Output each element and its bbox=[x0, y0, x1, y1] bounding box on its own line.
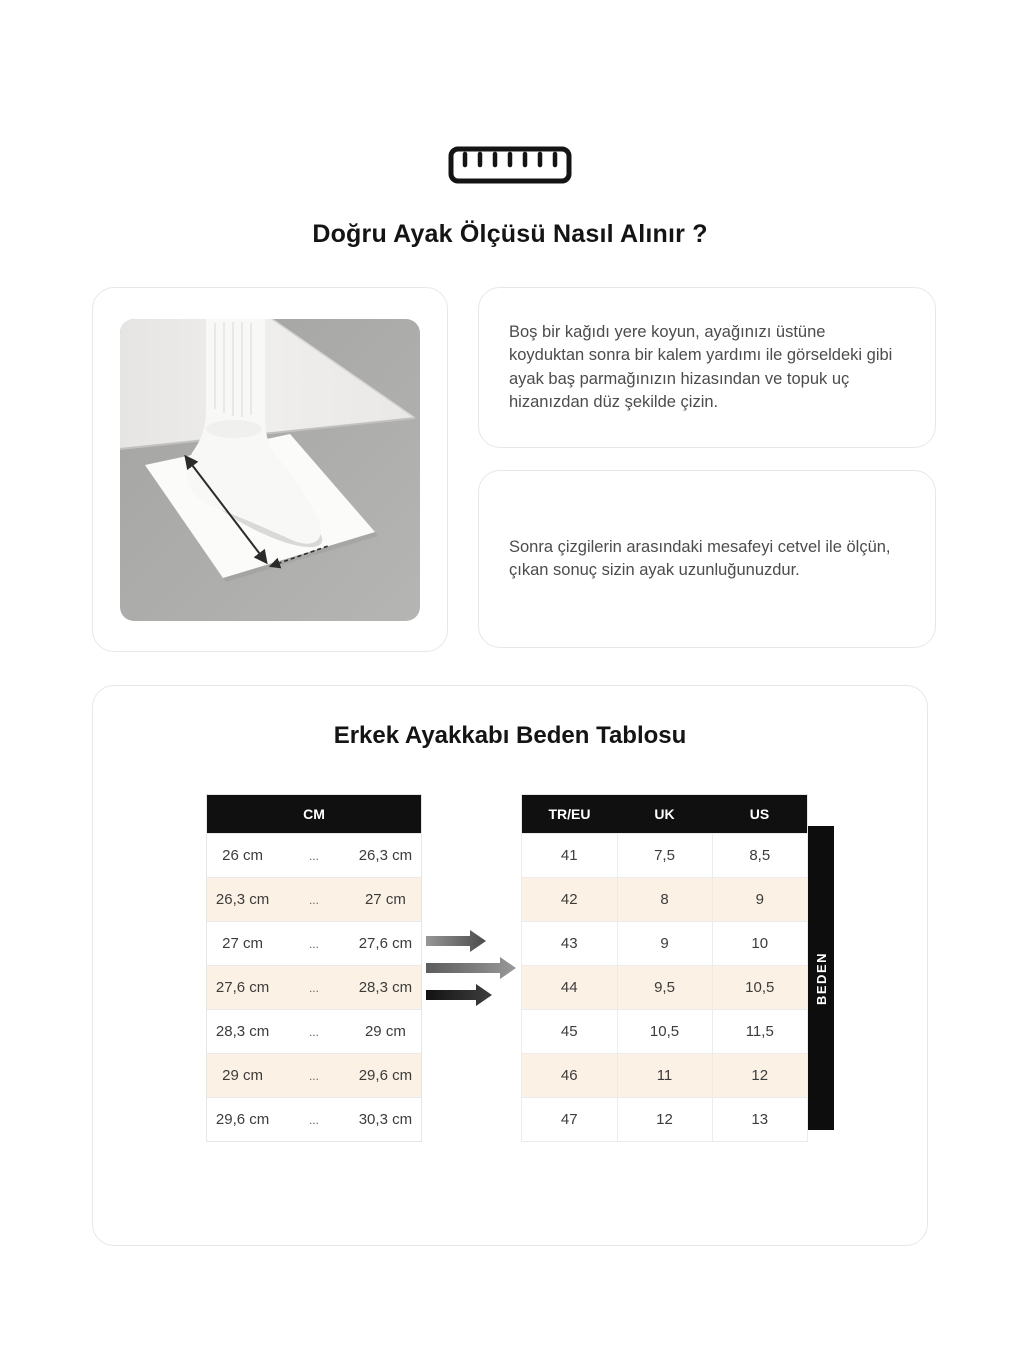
cm-from-cell: 26 cm bbox=[207, 834, 279, 878]
tr-eu-cell: 42 bbox=[522, 878, 618, 922]
cm-to-cell: 27 cm bbox=[350, 878, 422, 922]
uk-cell: 9 bbox=[617, 922, 712, 966]
instruction-card-1 bbox=[478, 287, 936, 448]
international-size-group bbox=[521, 794, 834, 1142]
tr-eu-cell: 44 bbox=[522, 966, 618, 1010]
us-cell: 10,5 bbox=[712, 966, 808, 1010]
table-row bbox=[522, 966, 808, 1010]
ruler-icon bbox=[448, 146, 572, 184]
cm-from-cell: 27 cm bbox=[207, 922, 279, 966]
foot-measure-photo-card bbox=[92, 287, 448, 652]
ruler-icon-wrap bbox=[0, 146, 1020, 184]
uk-cell: 10,5 bbox=[617, 1010, 712, 1054]
uk-cell: 9,5 bbox=[617, 966, 712, 1010]
instruction-card-2 bbox=[478, 470, 936, 648]
table-row bbox=[207, 834, 422, 878]
table-row bbox=[207, 922, 422, 966]
cm-from-cell: 29 cm bbox=[207, 1054, 279, 1098]
cm-to-cell: 27,6 cm bbox=[350, 922, 422, 966]
cm-to-cell: 28,3 cm bbox=[350, 966, 422, 1010]
uk-cell: 8 bbox=[617, 878, 712, 922]
us-cell: 11,5 bbox=[712, 1010, 808, 1054]
cm-from-cell: 28,3 cm bbox=[207, 1010, 279, 1054]
table-row bbox=[522, 922, 808, 966]
international-size-table bbox=[521, 794, 808, 1142]
cm-from-cell: 26,3 cm bbox=[207, 878, 279, 922]
instructions-section bbox=[92, 287, 936, 652]
tr-eu-cell: 45 bbox=[522, 1010, 618, 1054]
beden-label-text: BEDEN bbox=[813, 951, 829, 1005]
instruction-step-2-text: Sonra çizgilerin arasındaki mesafeyi cetvel ile ölçün, çıkan sonuç sizin ayak uzunluğunuzdur. bbox=[509, 537, 891, 579]
table-row bbox=[522, 878, 808, 922]
tr-eu-cell: 46 bbox=[522, 1054, 618, 1098]
cm-table-header: CM bbox=[207, 795, 422, 834]
uk-header: UK bbox=[617, 795, 712, 834]
foot-measurement-photo bbox=[120, 319, 420, 621]
us-cell: 12 bbox=[712, 1054, 808, 1098]
instruction-step-1-text: Boş bir kağıdı yere koyun, ayağınızı üstüne koyduktan sonra bir kalem yardımı ile görseldeki gibi ayak baş parmağınızın hizasından ve topuk uç hizanızdan düz şekilde çizin. bbox=[509, 322, 893, 411]
us-header: US bbox=[712, 795, 808, 834]
us-cell: 10 bbox=[712, 922, 808, 966]
size-table-title: Erkek Ayakkabı Beden Tablosu bbox=[333, 722, 687, 749]
uk-cell: 12 bbox=[617, 1098, 712, 1142]
table-row bbox=[207, 1054, 422, 1098]
cm-from-cell: 27,6 cm bbox=[207, 966, 279, 1010]
tr-eu-cell: 41 bbox=[522, 834, 618, 878]
table-row bbox=[522, 1098, 808, 1142]
cm-to-cell: 26,3 cm bbox=[350, 834, 422, 878]
range-separator: ... bbox=[278, 966, 350, 1010]
table-row bbox=[522, 834, 808, 878]
uk-cell: 11 bbox=[617, 1054, 712, 1098]
table-row bbox=[522, 1010, 808, 1054]
cm-to-cell: 29 cm bbox=[350, 1010, 422, 1054]
cm-table bbox=[206, 794, 422, 1142]
uk-cell: 7,5 bbox=[617, 834, 712, 878]
table-row bbox=[207, 878, 422, 922]
range-separator: ... bbox=[278, 1010, 350, 1054]
range-separator: ... bbox=[278, 922, 350, 966]
cm-to-cell: 30,3 cm bbox=[350, 1098, 422, 1142]
range-separator: ... bbox=[278, 1098, 350, 1142]
us-cell: 9 bbox=[712, 878, 808, 922]
cm-to-cell: 29,6 cm bbox=[350, 1054, 422, 1098]
tr-eu-cell: 47 bbox=[522, 1098, 618, 1142]
us-cell: 8,5 bbox=[712, 834, 808, 878]
table-row bbox=[522, 1054, 808, 1098]
instruction-cards-column bbox=[478, 287, 936, 652]
table-row bbox=[207, 1010, 422, 1054]
table-row bbox=[207, 1098, 422, 1142]
tr-eu-cell: 43 bbox=[522, 922, 618, 966]
size-table-card bbox=[92, 685, 928, 1246]
table-row bbox=[207, 966, 422, 1010]
size-tables-layout bbox=[206, 794, 927, 1142]
range-separator: ... bbox=[278, 834, 350, 878]
cm-from-cell: 29,6 cm bbox=[207, 1098, 279, 1142]
beden-side-label bbox=[808, 826, 834, 1130]
conversion-arrows-icon bbox=[422, 794, 521, 1142]
page-title: Doğru Ayak Ölçüsü Nasıl Alınır ? bbox=[312, 220, 708, 248]
tr-eu-header: TR/EU bbox=[522, 795, 618, 834]
range-separator: ... bbox=[278, 878, 350, 922]
us-cell: 13 bbox=[712, 1098, 808, 1142]
range-separator: ... bbox=[278, 1054, 350, 1098]
